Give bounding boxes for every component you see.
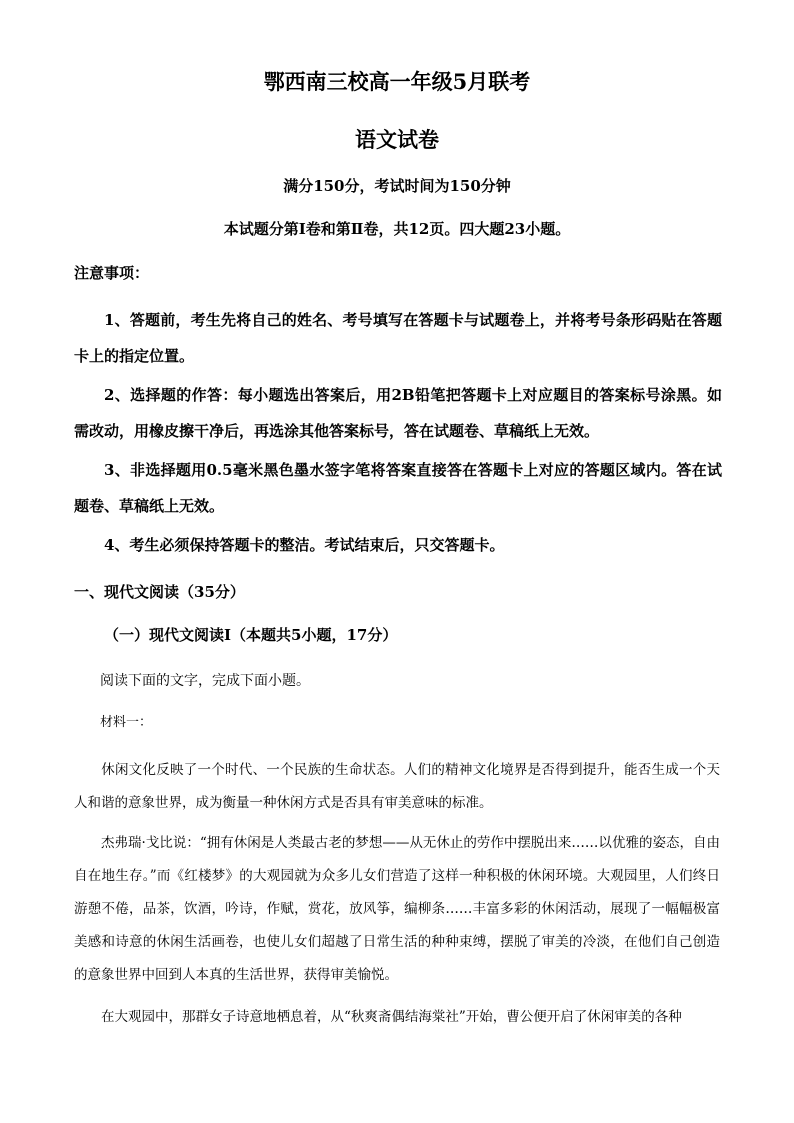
passage-paragraph: [74, 1001, 720, 1034]
reading-instruction: 阅读下面的文字，完成下面小题。: [100, 673, 310, 689]
notice-item-text: 2、选择题的作答：每小题选出答案后，用2B铅笔把答题卡上对应题目的答案标号涂黑。如需改动，用橡皮擦干净后，再选涂其他答案标号，答在试题卷、草稿纸上无效。: [74, 386, 722, 440]
score-time-line: 满分150分，考试时间为150分钟: [283, 177, 511, 195]
notice-item: [74, 377, 722, 449]
exam-title: 鄂西南三校高一年级5月联考: [263, 69, 531, 94]
section-heading: 一、现代文阅读（35分）: [74, 583, 245, 601]
notice-item: [74, 302, 722, 374]
passage-paragraph: [74, 754, 720, 820]
material-label: 材料一：: [100, 715, 153, 730]
notice-item-text: 4、考生必须保持答题卡的整洁。考试结束后，只交答题卡。: [104, 536, 505, 554]
notice-item: [74, 527, 722, 563]
notice-item: [74, 452, 722, 524]
notice-item-text: 3、非选择题用0.5毫米黑色墨水签字笔将答案直接答在答题卡上对应的答题区域内。答在试题卷、草稿纸上无效。: [74, 461, 722, 515]
notice-heading: 注意事项：: [74, 264, 150, 282]
passage-text: 杰弗瑞·戈比说：“拥有休闲是人类最古老的梦想——从无休止的劳作中摆脱出来……以优雅的姿态，自由自在地生存。”而《红楼梦》的大观园就为众多儿女们营造了这样一种积极的休闲环境。大观园里，人们终日游憩不倦，品茶，饮酒，吟诗，作赋，赏花，放风筝，编柳条……丰富多彩的休闲活动，展现了一幅幅极富美感和诗意的休闲生活画卷，也使儿女们超越了日常生活的种种束缚，摆脱了审美的冷淡，在他们自己创造的意象世界中回到人本真的生活世界，获得审美愉悦。: [74, 835, 720, 983]
structure-line: 本试题分第Ⅰ卷和第Ⅱ卷，共12页。四大题23小题。: [223, 220, 571, 238]
exam-subject: 语文试卷: [355, 127, 439, 152]
subsection-heading: （一）现代文阅读Ⅰ（本题共5小题，17分）: [104, 626, 398, 644]
passage-text: 在大观园中，那群女子诗意地栖息着，从“秋爽斋偶结海棠社”开始，曹公便开启了休闲审美的各种: [101, 1009, 682, 1025]
passage-paragraph: [74, 827, 720, 992]
passage-text: 休闲文化反映了一个时代、一个民族的生命状态。人们的精神文化境界是否得到提升，能否生成一个天人和谐的意象世界，成为衡量一种休闲方式是否具有审美意味的标准。: [74, 762, 720, 811]
notice-item-text: 1、答题前，考生先将自己的姓名、考号填写在答题卡与试题卷上，并将考号条形码贴在答题卡上的指定位置。: [74, 311, 722, 365]
